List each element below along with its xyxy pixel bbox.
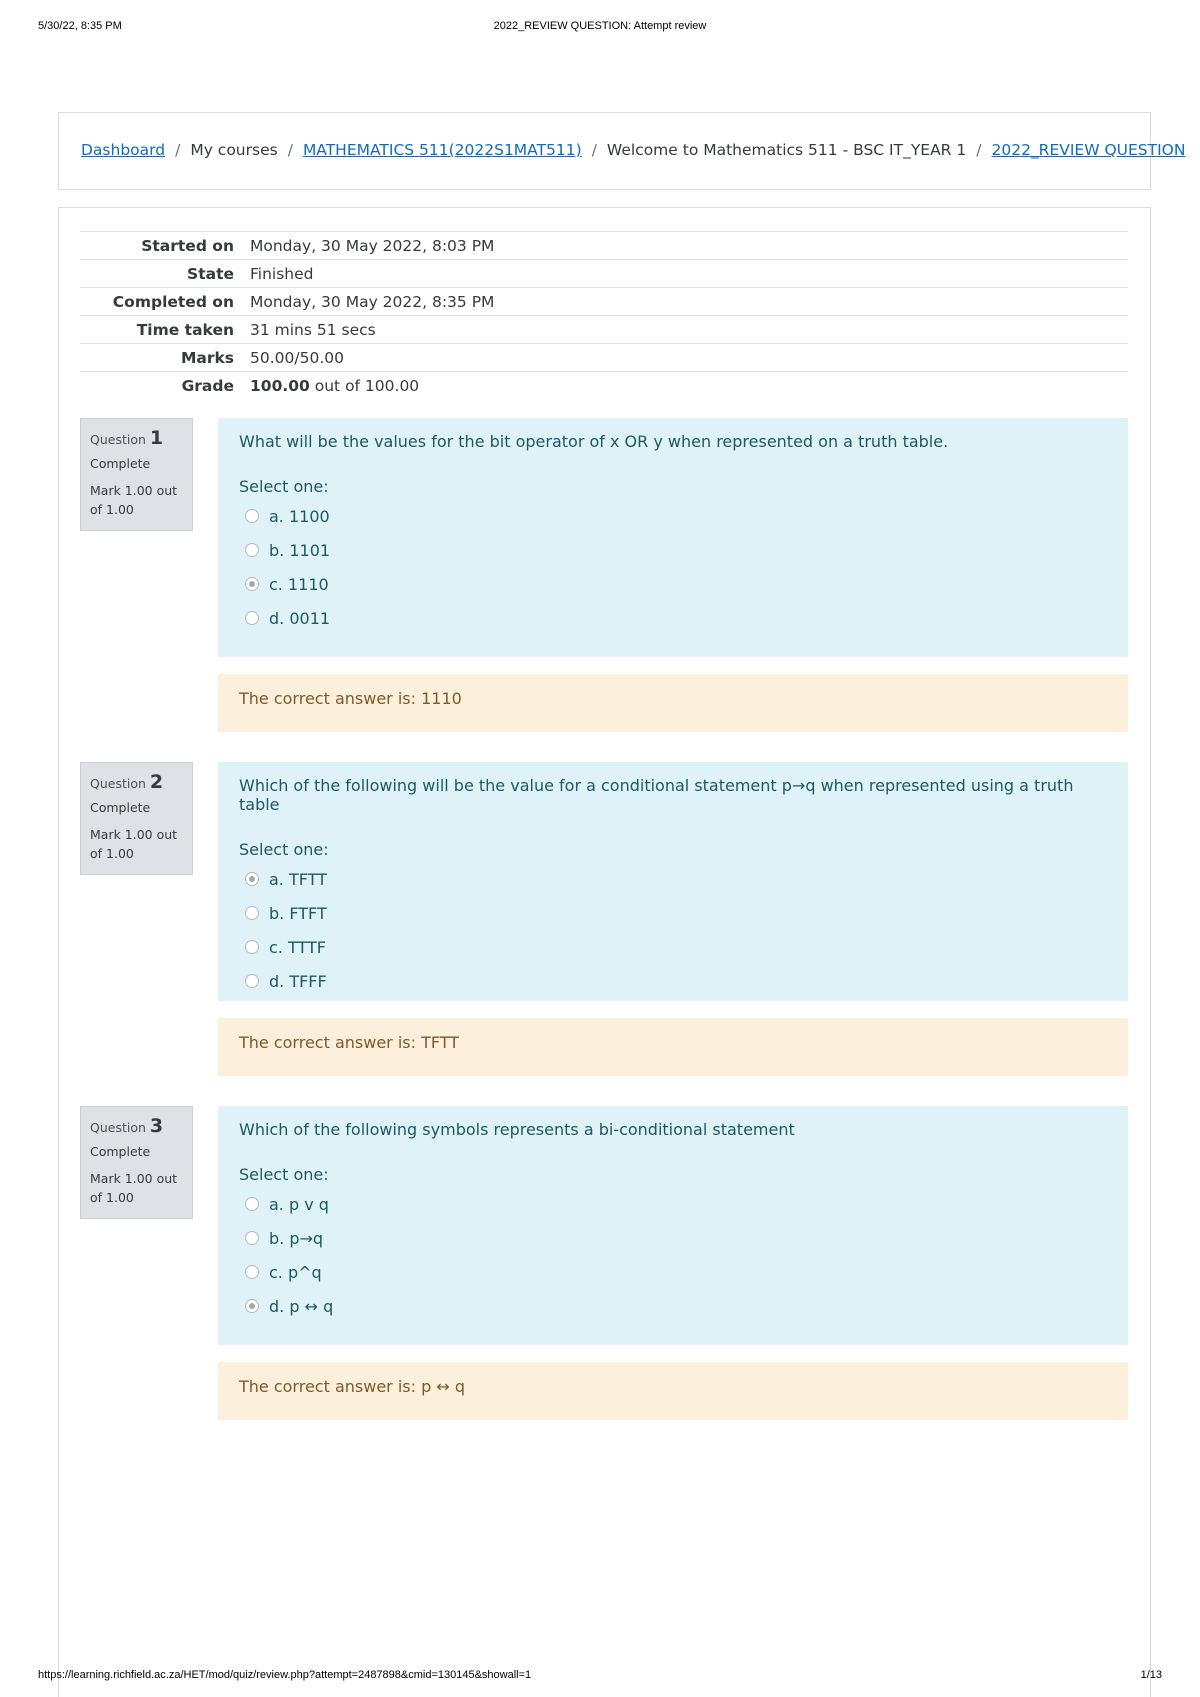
summary-label: Completed on xyxy=(112,292,234,311)
answer-option-label: d. p ↔ q xyxy=(269,1296,334,1316)
breadcrumb xyxy=(81,141,1185,159)
answer-option-label: b. FTFT xyxy=(269,903,327,923)
breadcrumb-dashboard-link[interactable]: Dashboard xyxy=(81,141,166,159)
answer-option-selected[interactable] xyxy=(245,1289,1107,1323)
summary-value: Monday, 30 May 2022, 8:35 PM xyxy=(250,292,495,311)
question-number xyxy=(90,1115,183,1137)
summary-label: Time taken xyxy=(136,320,234,339)
question-label: Question xyxy=(90,776,146,791)
question-number-value: 2 xyxy=(149,771,164,793)
radio-button[interactable] xyxy=(245,1197,259,1211)
select-one-prompt: Select one: xyxy=(239,1165,329,1184)
breadcrumb-separator: / xyxy=(175,141,181,159)
summary-value: Monday, 30 May 2022, 8:03 PM xyxy=(250,236,495,255)
breadcrumb-separator: / xyxy=(591,141,597,159)
question-info xyxy=(80,418,193,531)
answer-option-label: a. 1100 xyxy=(269,506,330,526)
answer-option-selected[interactable] xyxy=(245,567,1107,601)
question-number-value: 1 xyxy=(149,427,164,449)
summary-label: Grade xyxy=(181,377,234,395)
question-formulation xyxy=(218,762,1128,1001)
summary-label: Started on xyxy=(141,236,234,255)
radio-button[interactable] xyxy=(245,1265,259,1279)
summary-value: 50.00/50.00 xyxy=(250,348,344,367)
question-text: Which of the following will be the value for a conditional statement p→q when represented using a truth table xyxy=(239,776,1074,814)
answer-option-label: c. 1110 xyxy=(269,574,329,594)
print-title: 2022_REVIEW QUESTION: Attempt review xyxy=(493,20,707,32)
question-text: What will be the values for the bit operator of x OR y when represented on a truth table. xyxy=(239,432,949,451)
answer-options xyxy=(239,862,1107,998)
answer-option-label: a. TFTT xyxy=(269,869,327,889)
radio-button[interactable] xyxy=(245,543,259,557)
summary-row-grade xyxy=(80,372,1128,400)
question-number-value: 3 xyxy=(149,1115,164,1137)
breadcrumb-separator: / xyxy=(976,141,982,159)
radio-button-checked[interactable] xyxy=(245,872,259,886)
question-label: Question xyxy=(90,432,146,447)
summary-row-started xyxy=(80,232,1128,260)
summary-value: Finished xyxy=(250,264,314,283)
question-info xyxy=(80,762,193,875)
breadcrumb-course-link[interactable]: MATHEMATICS 511(2022S1MAT511) xyxy=(302,141,582,159)
answer-option-label: c. p^q xyxy=(269,1262,322,1282)
print-footer xyxy=(38,1669,1162,1685)
answer-options xyxy=(239,1187,1107,1323)
answer-option-label: d. 0011 xyxy=(269,608,331,628)
answer-option-label: a. p v q xyxy=(269,1194,329,1214)
answer-option-label: b. p→q xyxy=(269,1228,324,1248)
summary-row-state xyxy=(80,260,1128,288)
select-one-prompt: Select one: xyxy=(239,477,329,496)
summary-value xyxy=(234,377,419,395)
print-datetime: 5/30/22, 8:35 PM xyxy=(38,20,122,32)
answer-option-label: d. TFFF xyxy=(269,971,327,991)
grade-out-of: out of 100.00 xyxy=(309,377,420,395)
summary-row-time-taken xyxy=(80,316,1128,344)
question-info xyxy=(80,1106,193,1219)
radio-button[interactable] xyxy=(245,940,259,954)
breadcrumb-separator: / xyxy=(287,141,293,159)
answer-option[interactable] xyxy=(245,499,1107,533)
answer-options xyxy=(239,499,1107,635)
radio-button[interactable] xyxy=(245,906,259,920)
answer-option[interactable] xyxy=(245,1221,1107,1255)
question-label: Question xyxy=(90,1120,146,1135)
answer-option[interactable] xyxy=(245,964,1107,998)
print-url: https://learning.richfield.ac.za/HET/mod/quiz/review.php?attempt=2487898&cmid=130145&showall=1 xyxy=(38,1669,532,1681)
summary-value: 31 mins 51 secs xyxy=(250,320,376,339)
summary-row-marks xyxy=(80,344,1128,372)
summary-label: Marks xyxy=(180,348,234,367)
print-header xyxy=(38,20,1162,36)
answer-option[interactable] xyxy=(245,896,1107,930)
breadcrumb-quiz-link[interactable]: 2022_REVIEW QUESTION xyxy=(991,141,1186,159)
breadcrumb-card xyxy=(58,112,1186,190)
answer-option-label: b. 1101 xyxy=(269,540,331,560)
question-state: Complete xyxy=(90,456,151,471)
grade-value: 100.00 xyxy=(250,377,310,395)
radio-button-checked[interactable] xyxy=(245,577,259,591)
question-formulation xyxy=(218,418,1128,657)
select-one-prompt: Select one: xyxy=(239,840,329,859)
radio-button[interactable] xyxy=(245,974,259,988)
attempt-summary-table xyxy=(80,231,1128,400)
question-formulation xyxy=(218,1106,1128,1345)
question-text: Which of the following symbols represents a bi-conditional statement xyxy=(239,1120,795,1139)
answer-option[interactable] xyxy=(245,601,1107,635)
answer-option-selected[interactable] xyxy=(245,862,1107,896)
question-grade: Mark 1.00 out of 1.00 xyxy=(90,1171,178,1205)
correct-answer-feedback: The correct answer is: 1110 xyxy=(218,674,1128,732)
summary-label: State xyxy=(187,264,234,283)
radio-button[interactable] xyxy=(245,611,259,625)
answer-option[interactable] xyxy=(245,1255,1107,1289)
answer-option[interactable] xyxy=(245,1187,1107,1221)
correct-answer-feedback: The correct answer is: p ↔ q xyxy=(218,1362,1128,1420)
print-page-number: 1/13 xyxy=(1140,1669,1162,1681)
radio-button-checked[interactable] xyxy=(245,1299,259,1313)
breadcrumb-my-courses: My courses xyxy=(190,141,278,159)
radio-button[interactable] xyxy=(245,1231,259,1245)
answer-option-label: c. TTTF xyxy=(269,937,326,957)
answer-option[interactable] xyxy=(245,533,1107,567)
question-number xyxy=(90,427,183,449)
answer-option[interactable] xyxy=(245,930,1107,964)
question-number xyxy=(90,771,183,793)
summary-row-completed xyxy=(80,288,1128,316)
question-state: Complete xyxy=(90,800,151,815)
question-grade: Mark 1.00 out of 1.00 xyxy=(90,483,178,517)
question-grade: Mark 1.00 out of 1.00 xyxy=(90,827,178,861)
radio-button[interactable] xyxy=(245,509,259,523)
question-state: Complete xyxy=(90,1144,151,1159)
correct-answer-feedback: The correct answer is: TFTT xyxy=(218,1018,1128,1076)
breadcrumb-section: Welcome to Mathematics 511 - BSC IT_YEAR 1 xyxy=(606,141,967,159)
